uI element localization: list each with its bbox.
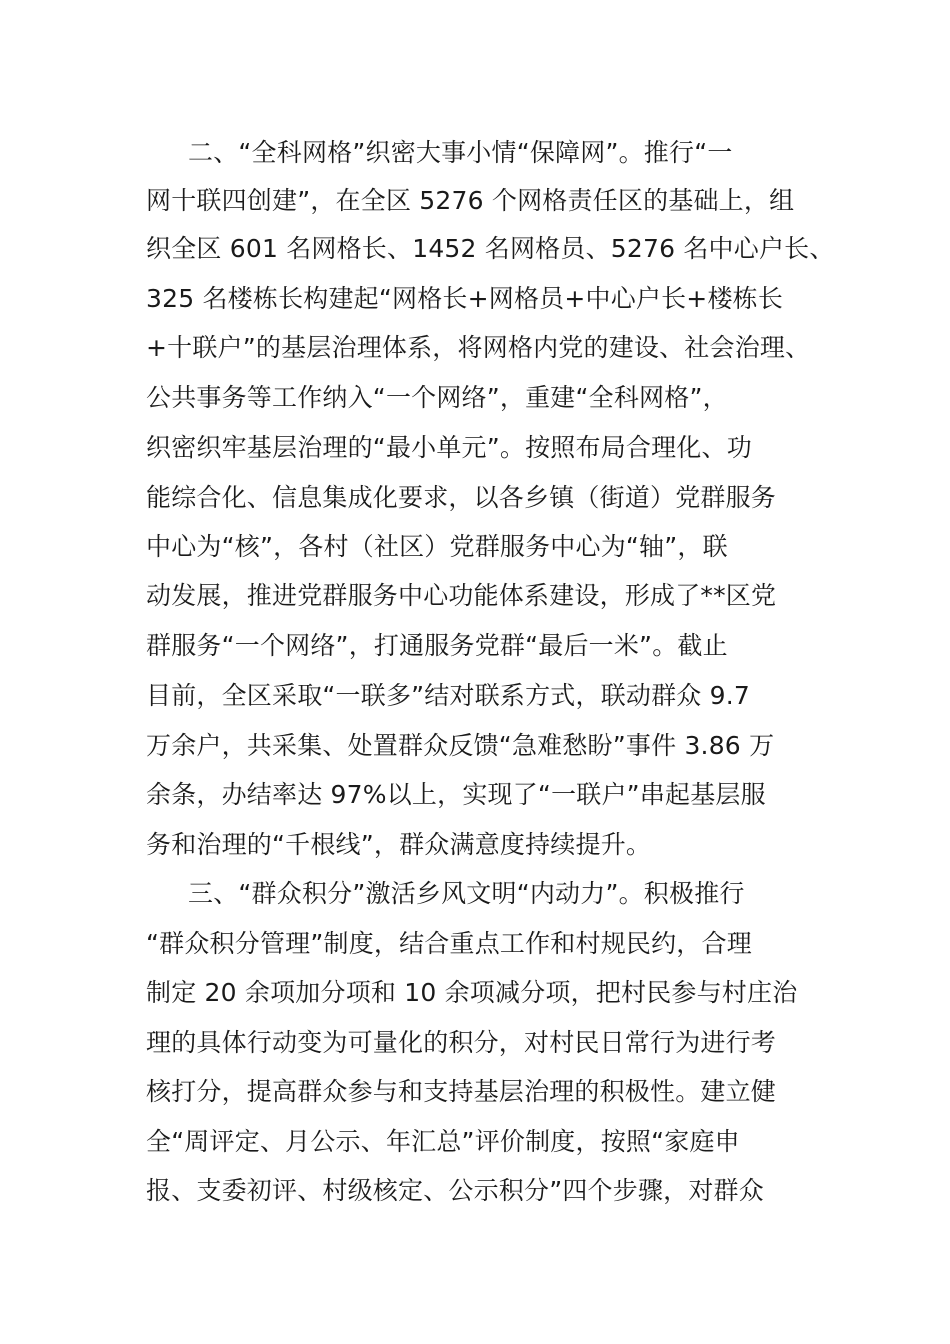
paragraph-3-line-5: 核打分，提高群众参与和支持基层治理的积极性。建立健 bbox=[146, 1077, 777, 1106]
paragraph-2-line-7: 织密织牢基层治理的“最小单元”。按照布局合理化、功 bbox=[146, 433, 752, 462]
paragraph-3-line-1: 三、“群众积分”激活乡风文明“内动力”。积极推行 bbox=[188, 879, 745, 908]
paragraph-2-line-6: 公共事务等工作纳入“一个网络”，重建“全科网格”， bbox=[146, 383, 728, 412]
paragraph-2-line-4: 325 名楼栋长构建起“网格长+网格员+中心户长+楼栋长 bbox=[146, 284, 784, 313]
paragraph-3-line-3: 制定 20 余项加分项和 10 余项减分项，把村民参与村庄治 bbox=[146, 978, 798, 1007]
paragraph-3-line-7: 报、支委初评、村级核定、公示积分”四个步骤，对群众 bbox=[146, 1176, 764, 1205]
paragraph-2-line-10: 动发展，推进党群服务中心功能体系建设，形成了**区党 bbox=[146, 581, 777, 610]
paragraph-2-line-15: 务和治理的“千根线”，群众满意度持续提升。 bbox=[146, 830, 652, 859]
paragraph-2-line-14: 余条，办结率达 97%以上，实现了“一联户”串起基层服 bbox=[146, 780, 766, 809]
paragraph-2-line-13: 万余户，共采集、处置群众反馈“急难愁盼”事件 3.86 万 bbox=[146, 731, 775, 760]
paragraph-2-line-3: 织全区 601 名网格长、1452 名网格员、5276 名中心户长、 bbox=[146, 234, 835, 263]
paragraph-2-line-2: 网十联四创建”，在全区 5276 个网格责任区的基础上，组 bbox=[146, 186, 795, 215]
paragraph-2-line-12: 目前，全区采取“一联多”结对联系方式，联动群众 9.7 bbox=[146, 681, 751, 710]
paragraph-2-line-5: +十联户”的基层治理体系，将网格内党的建设、社会治理、 bbox=[146, 333, 811, 362]
paragraph-2-line-9: 中心为“核”，各村（社区）党群服务中心为“轴”，联 bbox=[146, 532, 728, 561]
paragraph-2-line-11: 群服务“一个网络”，打通服务党群“最后一米”。截止 bbox=[146, 631, 728, 660]
paragraph-3-line-6: 全“周评定、月公示、年汇总”评价制度，按照“家庭申 bbox=[146, 1127, 740, 1156]
paragraph-2-line-1: 二、“全科网格”织密大事小情“保障网”。推行“一 bbox=[188, 138, 733, 167]
paragraph-3-line-4: 理的具体行动变为可量化的积分，对村民日常行为进行考 bbox=[146, 1028, 777, 1057]
paragraph-2-line-8: 能综合化、信息集成化要求，以各乡镇（街道）党群服务 bbox=[146, 483, 777, 512]
paragraph-3-line-2: “群众积分管理”制度，结合重点工作和村规民约，合理 bbox=[146, 929, 752, 958]
